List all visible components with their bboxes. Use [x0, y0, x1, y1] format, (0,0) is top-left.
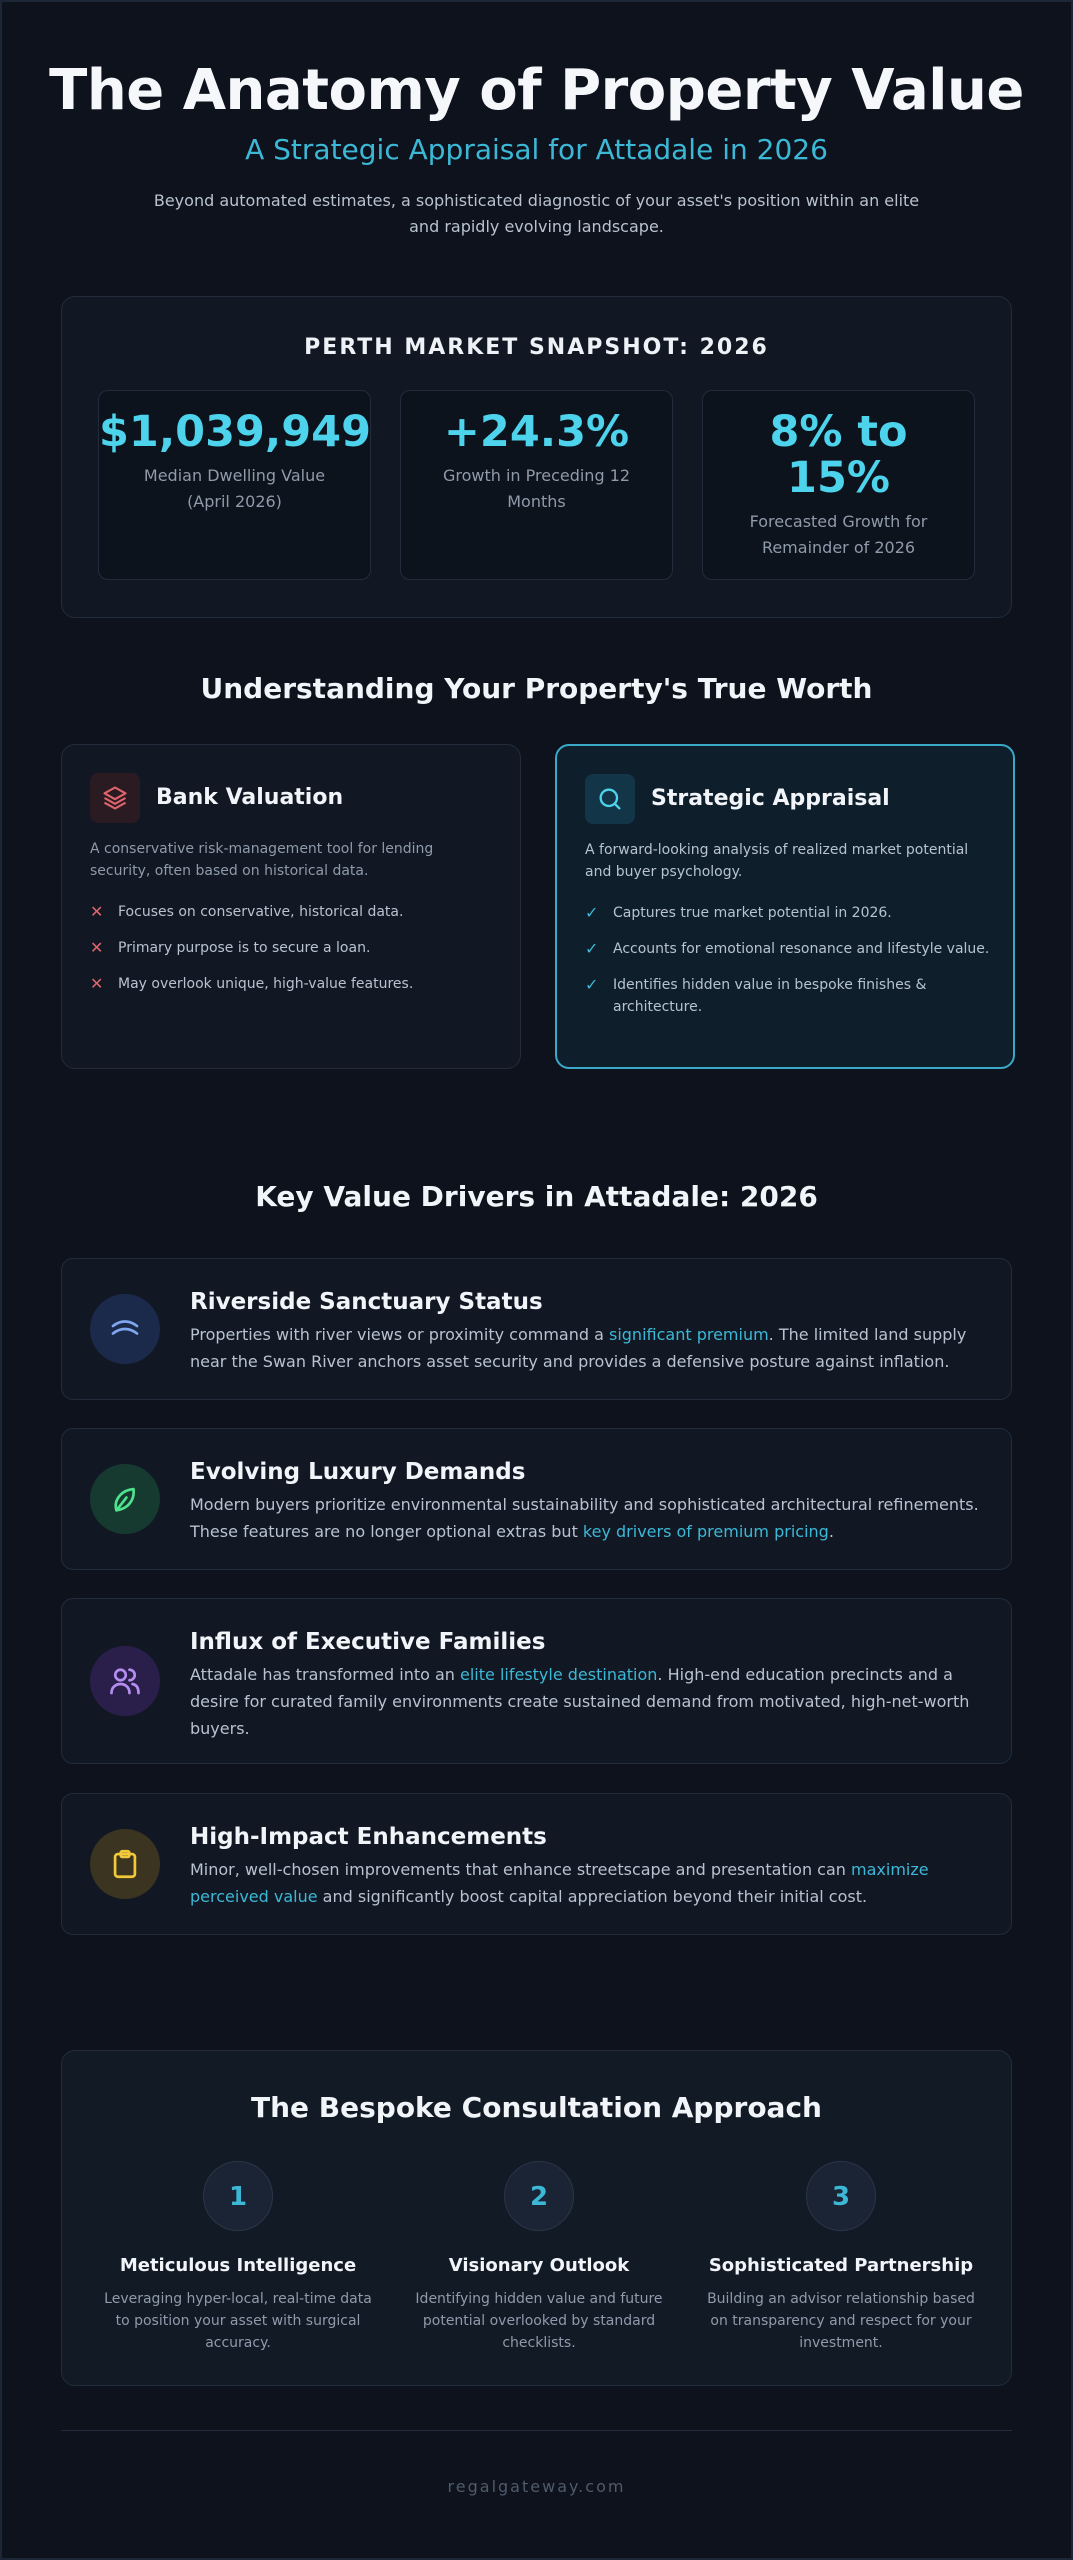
- stat-label: Median Dwelling Value (April 2026): [143, 466, 326, 511]
- list-item: [585, 938, 995, 960]
- stat-card-median: [98, 390, 371, 580]
- driver-text-part: Attadale has transformed into an: [190, 1665, 461, 1684]
- list-item-text: Identifies hidden value in bespoke finishes & architecture.: [613, 977, 927, 1015]
- list-item: [585, 974, 995, 1018]
- driver-text-part: Minor, well-chosen improvements that enhance streetscape and presentation can: [190, 1860, 852, 1879]
- page-subtitle: A Strategic Appraisal for Attadale in 2026: [245, 133, 828, 166]
- driver-text: [190, 1856, 985, 1910]
- stat-label: Growth in Preceding 12 Months: [442, 466, 631, 511]
- driver-card-families: [61, 1598, 1012, 1764]
- driver-title: High-Impact Enhancements: [190, 1824, 547, 1850]
- consultation-panel: [61, 2050, 1012, 2386]
- step-3: [691, 2161, 991, 2354]
- intro-text: Beyond automated estimates, a sophisticated diagnostic of your asset's position within an elite and rapidly evolving landscape.: [153, 191, 920, 236]
- step-2: [389, 2161, 689, 2354]
- bank-feature-list: [90, 901, 500, 1009]
- stat-card-forecast: [702, 390, 975, 580]
- stat-card-growth: [400, 390, 673, 580]
- page-title: The Anatomy of Property Value: [49, 58, 1024, 123]
- driver-highlight: significant premium: [608, 1325, 769, 1344]
- driver-highlight: elite lifestyle destination: [460, 1665, 658, 1684]
- driver-title: Evolving Luxury Demands: [190, 1459, 526, 1485]
- consultation-title: The Bespoke Consultation Approach: [251, 2091, 822, 2124]
- list-item-text: Focuses on conservative, historical data.: [118, 904, 404, 920]
- driver-text-part: . The limited land supply near the Swan River anchors asset security and provides a defensive posture against inflation.: [190, 1325, 967, 1371]
- footer-site-link[interactable]: regalgateway.com: [447, 2477, 626, 2496]
- driver-text-part: Properties with river views or proximity command a: [190, 1325, 609, 1344]
- check-icon: ✓: [585, 903, 599, 922]
- step-title: Visionary Outlook: [448, 2255, 630, 2276]
- step-number: 1: [203, 2161, 273, 2231]
- driver-card-luxury: [61, 1428, 1012, 1570]
- list-item-text: May overlook unique, high-value features.: [118, 976, 414, 992]
- section-heading-drivers: Key Value Drivers in Attadale: 2026: [255, 1180, 818, 1213]
- list-item-text: Captures true market potential in 2026.: [613, 905, 892, 921]
- list-item-text: Primary purpose is to secure a loan.: [118, 940, 371, 956]
- step-text: Leveraging hyper-local, real-time data to position your asset with surgical accuracy.: [104, 2291, 372, 2351]
- stat-value: $1,039,949: [99, 407, 372, 457]
- market-snapshot-panel: [61, 296, 1012, 618]
- section-heading-worth: Understanding Your Property's True Worth: [200, 672, 873, 705]
- step-title: Sophisticated Partnership: [708, 2255, 974, 2276]
- driver-text: [190, 1491, 985, 1545]
- step-number: 3: [806, 2161, 876, 2231]
- driver-text: [190, 1661, 985, 1742]
- step-1: [88, 2161, 388, 2354]
- driver-title: Riverside Sanctuary Status: [190, 1289, 543, 1315]
- driver-card-enhancements: [61, 1793, 1012, 1935]
- layers-icon: [90, 773, 140, 823]
- waves-icon: [90, 1294, 160, 1364]
- search-icon: [585, 774, 635, 824]
- strategic-appraisal-card: [555, 744, 1015, 1069]
- cross-icon: ✕: [90, 902, 104, 921]
- leaf-icon: [90, 1464, 160, 1534]
- driver-card-riverside: [61, 1258, 1012, 1400]
- bank-valuation-card: [61, 744, 521, 1069]
- list-item: [90, 937, 500, 959]
- step-title: Meticulous Intelligence: [119, 2255, 357, 2276]
- card-description: A forward-looking analysis of realized market potential and buyer psychology.: [585, 842, 969, 880]
- driver-text: [190, 1321, 985, 1375]
- users-icon: [90, 1646, 160, 1716]
- card-title: Strategic Appraisal: [651, 786, 890, 811]
- driver-highlight: maximize perceived value: [190, 1860, 929, 1906]
- driver-highlight: key drivers of premium pricing: [582, 1522, 829, 1541]
- list-item-text: Accounts for emotional resonance and lifestyle value.: [613, 941, 990, 957]
- footer-divider: [61, 2430, 1012, 2431]
- list-item: [90, 973, 500, 995]
- clipboard-icon: [90, 1829, 160, 1899]
- list-item: [90, 901, 500, 923]
- check-icon: ✓: [585, 939, 599, 958]
- driver-text-part: Modern buyers prioritize environmental sustainability and sophisticated architectural refinements. These features are no longer optional extras but: [190, 1495, 979, 1541]
- driver-text-part: and significantly boost capital appreciation beyond their initial cost.: [317, 1887, 868, 1906]
- step-text: Identifying hidden value and future potential overlooked by standard checklists.: [415, 2291, 663, 2351]
- strategic-feature-list: [585, 902, 995, 1032]
- card-title: Bank Valuation: [156, 785, 344, 810]
- cross-icon: ✕: [90, 974, 104, 993]
- step-number: 2: [504, 2161, 574, 2231]
- step-text: Building an advisor relationship based on transparency and respect for your investment.: [707, 2291, 975, 2351]
- driver-text-part: .: [828, 1522, 834, 1541]
- stat-label: Forecasted Growth for Remainder of 2026: [749, 512, 928, 557]
- check-icon: ✓: [585, 975, 599, 994]
- driver-title: Influx of Executive Families: [190, 1629, 546, 1655]
- list-item: [585, 902, 995, 924]
- driver-text-part: . High-end education precincts and a desire for curated family environments create sustained demand from motivated, high-net-worth buyers.: [190, 1665, 970, 1738]
- stat-value: 8% to 15%: [769, 407, 908, 503]
- card-description: A conservative risk-management tool for lending security, often based on historical data.: [90, 841, 434, 879]
- snapshot-title: PERTH MARKET SNAPSHOT: 2026: [304, 335, 769, 360]
- cross-icon: ✕: [90, 938, 104, 957]
- stat-value: +24.3%: [443, 407, 630, 457]
